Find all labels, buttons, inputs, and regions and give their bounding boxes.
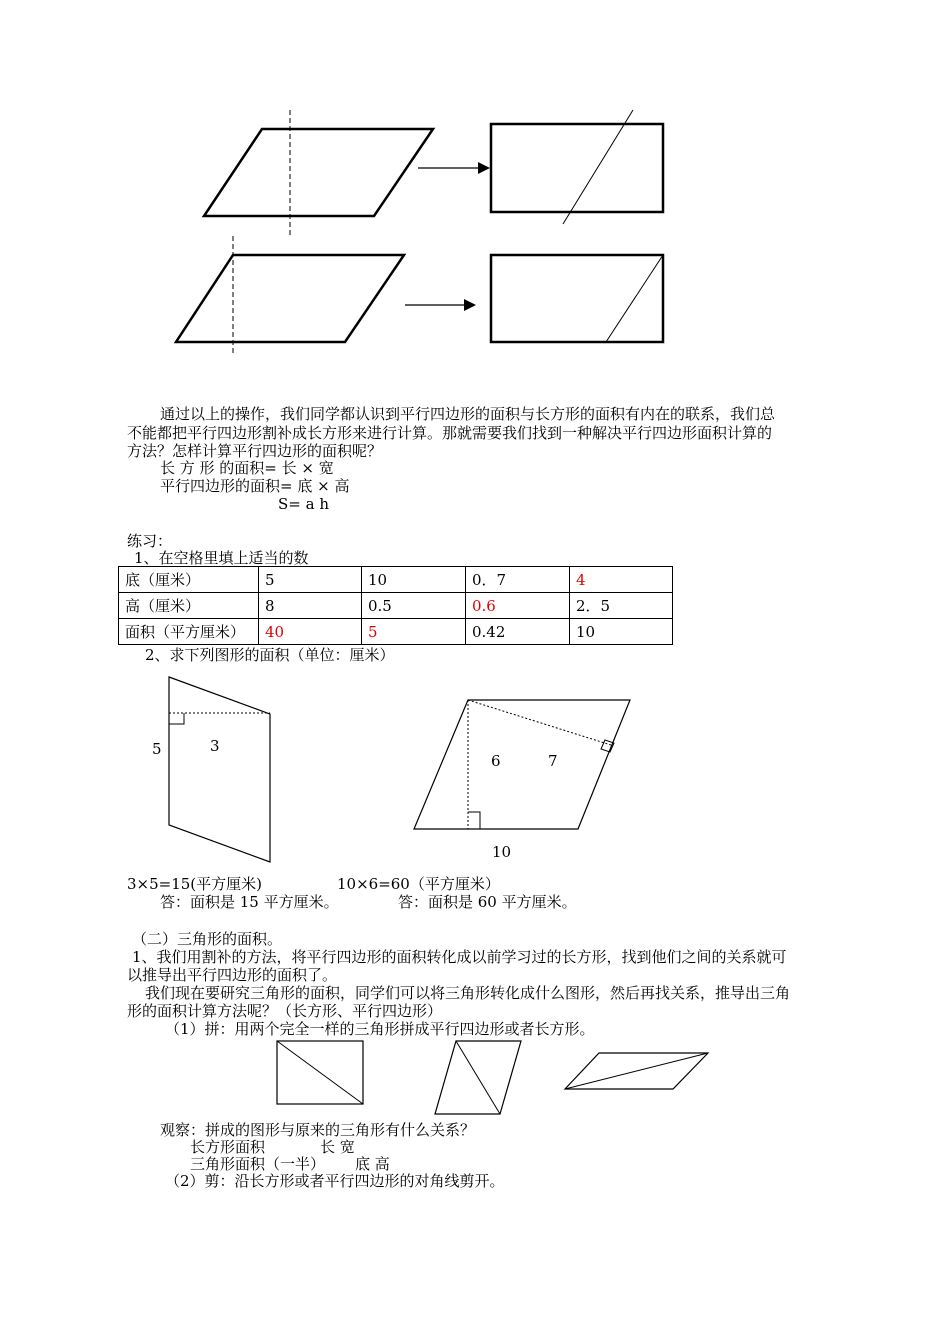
answer-1: 答：面积是 15 平方厘米。 [160, 893, 339, 911]
table-cell: 0.5 [362, 593, 466, 619]
table-cell: 2．5 [570, 593, 673, 619]
paragraph-1-line-1: 1、我们用割补的方法，将平行四边形的面积转化成以前学习过的长方形，找到他们之间的关系就可 [132, 948, 787, 966]
table-cell: 面积（平方厘米） [119, 619, 259, 645]
observe-question: 观察：拼成的图形与原来的三角形有什么关系？ [160, 1121, 476, 1139]
cut-line-2 [606, 255, 663, 342]
figure2-label-7: 7 [548, 752, 558, 770]
height-dotted-slanted [468, 700, 611, 745]
cut-line-1 [563, 110, 633, 224]
paragraph-1-line-2: 以推导出平行四边形的面积了。 [127, 966, 338, 984]
step-2: （2）剪：沿长方形或者平行四边形的对角线剪开。 [165, 1172, 505, 1190]
table-cell: 10 [362, 567, 466, 593]
section-heading: （二）三角形的面积。 [132, 930, 283, 948]
table-cell: 高（厘米） [119, 593, 259, 619]
rectangle-2 [491, 255, 663, 342]
calculation-1: 3×5=15(平方厘米) [127, 875, 263, 893]
formula-symbolic: S= a h [278, 495, 329, 513]
table-row [119, 567, 673, 593]
table-cell-answer: 40 [259, 619, 362, 645]
relation-triangle: 三角形面积（一半） [190, 1155, 326, 1173]
parallelogram-2 [176, 255, 404, 342]
formula-rectangle: 长 方 形 的面积= 长 × 宽 [160, 459, 334, 477]
relation-rectangle: 长方形面积 [190, 1138, 266, 1156]
paragraph-2-line-2: 形的面积计算方法呢？（长方形、平行四边形） [127, 1002, 443, 1020]
step-1: （1）拼：用两个完全一样的三角形拼成平行四边形或者长方形。 [165, 1020, 595, 1038]
practice-title: 练习： [127, 532, 173, 550]
table-cell-answer: 0.6 [466, 593, 570, 619]
table-cell: 0.42 [466, 619, 570, 645]
intro-line-2: 不能都把平行四边形割补成长方形来进行计算。那就需要我们找到一种解决平行四边形面积计算的 [127, 424, 773, 442]
relation-rectangle-dims: 长 宽 [320, 1138, 355, 1156]
question-2: 2、求下列图形的面积（单位：厘米） [145, 646, 395, 664]
figure1-label-3: 3 [210, 737, 220, 755]
table-cell: 10 [570, 619, 673, 645]
formula-parallelogram: 平行四边形的面积= 底 × 高 [160, 477, 350, 495]
table-cell: 0．7 [466, 567, 570, 593]
figure1-label-5: 5 [152, 740, 162, 758]
table-cell: 8 [259, 593, 362, 619]
figure2-label-6: 6 [491, 752, 501, 770]
table-row [119, 593, 673, 619]
practice-parallelogram-1 [169, 677, 270, 862]
arrow-head-2 [464, 299, 476, 311]
composed-parallelogram-2-diagonal [565, 1053, 708, 1089]
rectangle-1 [491, 124, 663, 212]
intro-line-1: 通过以上的操作，我们同学都认识到平行四边形的面积与长方形的面积有内在的联系，我们总 [160, 405, 776, 423]
composed-rectangle-diagonal [277, 1041, 363, 1104]
paragraph-2-line-1: 我们现在要研究三角形的面积，同学们可以将三角形转化成什么图形，然后再找关系，推导出三角 [145, 984, 791, 1002]
composed-parallelogram-1-diagonal [456, 1041, 500, 1114]
arrow-head-1 [478, 162, 490, 174]
practice-parallelogram-2 [414, 700, 630, 829]
figure2-label-10: 10 [492, 843, 512, 861]
table-cell-answer: 4 [570, 567, 673, 593]
relation-triangle-dims: 底 高 [355, 1155, 390, 1173]
intro-line-3: 方法？怎样计算平行四边形的面积呢？ [127, 442, 383, 460]
answer-2: 答：面积是 60 平方厘米。 [398, 893, 577, 911]
table-cell: 5 [259, 567, 362, 593]
table-row [119, 619, 673, 645]
right-angle-mark-2 [468, 812, 480, 829]
parallelogram-1 [204, 129, 433, 216]
fill-in-table [118, 566, 673, 645]
question-1: 1、在空格里填上适当的数 [134, 549, 309, 567]
right-angle-mark-1 [169, 713, 184, 724]
calculation-2: 10×6=60（平方厘米） [337, 875, 500, 893]
table-cell-answer: 5 [362, 619, 466, 645]
table-cell: 底（厘米） [119, 567, 259, 593]
